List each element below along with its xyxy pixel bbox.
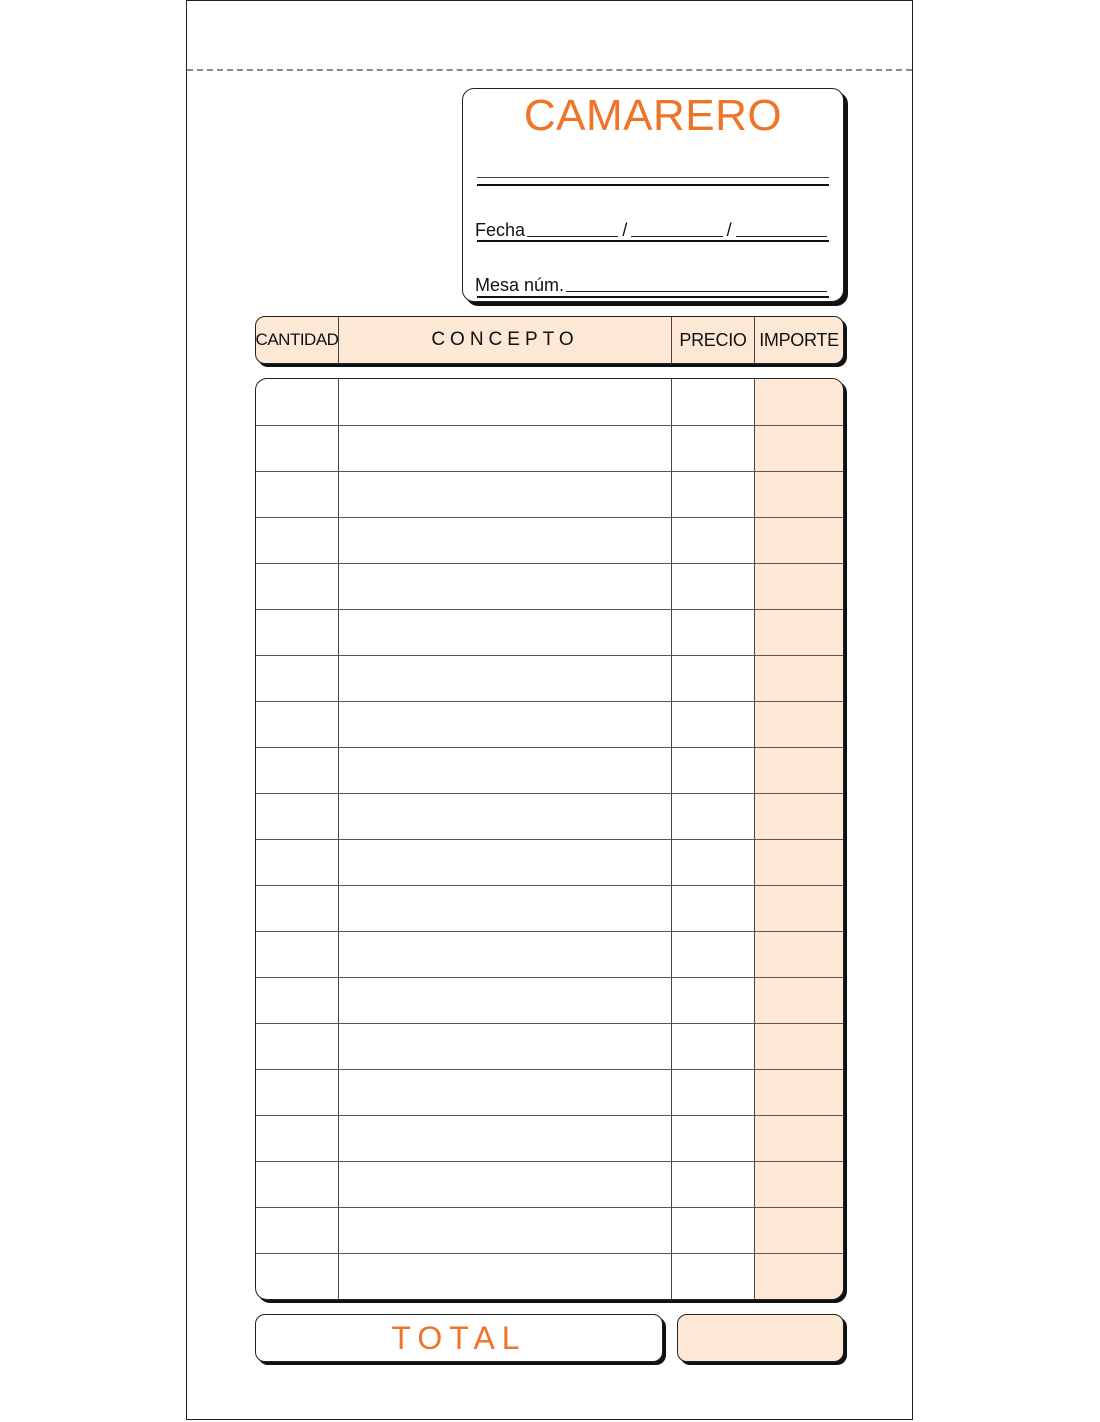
table-row-divider bbox=[256, 839, 843, 840]
tear-off-perforation bbox=[187, 69, 912, 71]
table-row-divider bbox=[256, 931, 843, 932]
table-row-divider bbox=[256, 793, 843, 794]
header-title: CAMARERO bbox=[523, 91, 783, 140]
date-day-blank[interactable] bbox=[527, 236, 618, 237]
table-row-divider bbox=[256, 1253, 843, 1254]
table-row-divider bbox=[256, 1023, 843, 1024]
table-row-divider bbox=[256, 701, 843, 702]
table-row-divider bbox=[256, 1207, 843, 1208]
date-underline bbox=[477, 240, 829, 242]
table-row-divider bbox=[256, 747, 843, 748]
date-month-blank[interactable] bbox=[631, 236, 722, 237]
order-lines-table[interactable] bbox=[255, 378, 844, 1300]
column-header-concept: CONCEPTO bbox=[339, 317, 672, 363]
table-row-divider bbox=[256, 609, 843, 610]
date-separator: / bbox=[622, 220, 628, 240]
total-label-box bbox=[255, 1314, 663, 1362]
waiter-header-box bbox=[462, 88, 844, 302]
column-header-bar bbox=[255, 316, 844, 364]
table-row-divider bbox=[256, 885, 843, 886]
column-header-amount: IMPORTE bbox=[759, 329, 839, 350]
date-year-blank[interactable] bbox=[736, 236, 827, 237]
table-number-blank[interactable] bbox=[566, 291, 827, 292]
table-row-divider bbox=[256, 517, 843, 518]
date-label: Fecha bbox=[475, 220, 526, 240]
date-separator: / bbox=[726, 220, 732, 240]
total-label: TOTAL bbox=[391, 1319, 527, 1356]
table-row-divider bbox=[256, 977, 843, 978]
column-header-quantity: CANTIDAD bbox=[256, 317, 339, 363]
table-row-divider bbox=[256, 1115, 843, 1116]
waiter-name-line[interactable] bbox=[477, 177, 829, 186]
table-row-divider bbox=[256, 1161, 843, 1162]
table-number-field[interactable] bbox=[475, 272, 829, 296]
table-row-divider bbox=[256, 425, 843, 426]
total-amount-field[interactable] bbox=[677, 1314, 844, 1362]
date-field[interactable] bbox=[475, 217, 829, 241]
table-row-divider bbox=[256, 563, 843, 564]
column-header-price: PRECIO bbox=[672, 317, 755, 363]
table-number-label: Mesa núm. bbox=[475, 275, 565, 295]
table-number-underline bbox=[477, 296, 829, 298]
table-row-divider bbox=[256, 1069, 843, 1070]
table-row-divider bbox=[256, 471, 843, 472]
table-row-divider bbox=[256, 655, 843, 656]
